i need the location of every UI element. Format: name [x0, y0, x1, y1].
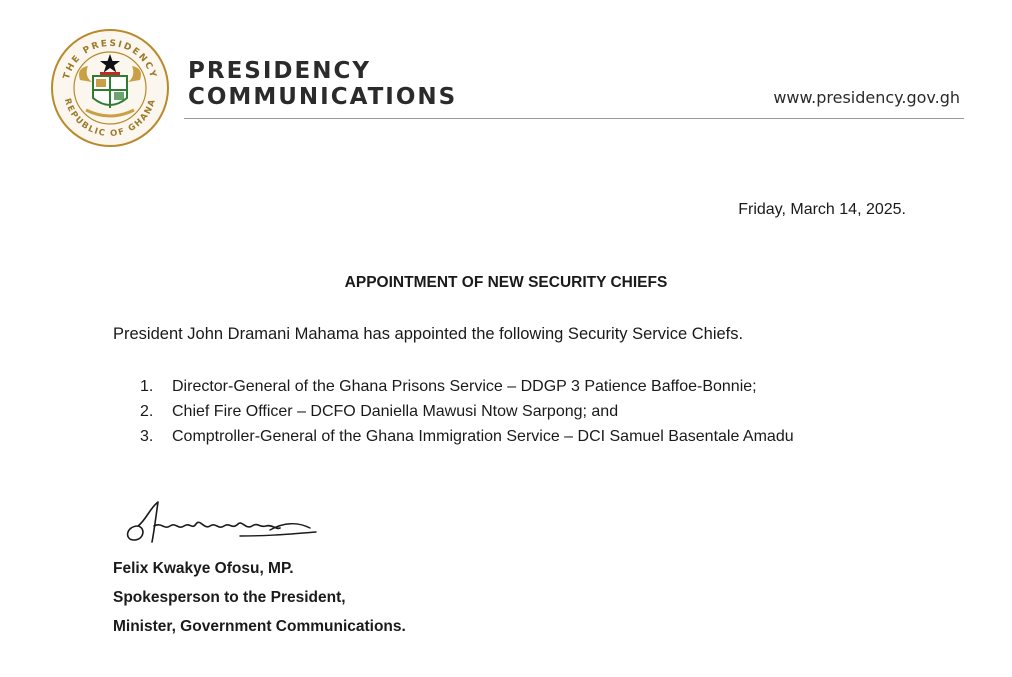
list-item-number: 3.: [140, 428, 154, 445]
list-item-text: Director-General of the Ghana Prisons Service – DDGP 3 Patience Baffoe-Bonnie;: [172, 378, 757, 395]
signatory-role-1: Spokesperson to the President,: [113, 589, 346, 606]
website-link[interactable]: www.presidency.gov.gh: [773, 88, 960, 107]
appointments-list: [140, 374, 794, 449]
brand-wordmark: [188, 58, 457, 110]
document-date: Friday, March 14, 2025.: [738, 201, 906, 218]
brand-line-2: COMMUNICATIONS: [188, 84, 458, 110]
intro-paragraph: President John Dramani Mahama has appointed the following Security Service Chiefs.: [113, 325, 744, 343]
list-item-text: Comptroller-General of the Ghana Immigration Service – DCI Samuel Basentale Amadu: [172, 428, 794, 445]
presidency-seal: [50, 28, 170, 148]
header-divider: [184, 118, 964, 119]
brand-line-1: PRESIDENCY: [188, 58, 371, 84]
list-item: [140, 424, 794, 449]
list-item-number: 1.: [140, 378, 154, 395]
list-item: [140, 374, 794, 399]
list-item-text: Chief Fire Officer – DCFO Daniella Mawusi Ntow Sarpong; and: [172, 403, 619, 420]
signatory-block: [113, 554, 406, 641]
seal-text-bottom: REPUBLIC OF GHANA: [61, 97, 159, 140]
signatory-name: Felix Kwakye Ofosu, MP.: [113, 560, 294, 577]
signatory-role-2: Minister, Government Communications.: [113, 618, 406, 635]
list-item-number: 2.: [140, 403, 154, 420]
handwritten-signature: [120, 496, 330, 552]
seal-text-top: THE PRESIDENCY: [61, 38, 159, 81]
document-title: APPOINTMENT OF NEW SECURITY CHIEFS: [344, 274, 668, 291]
list-item: [140, 399, 794, 424]
